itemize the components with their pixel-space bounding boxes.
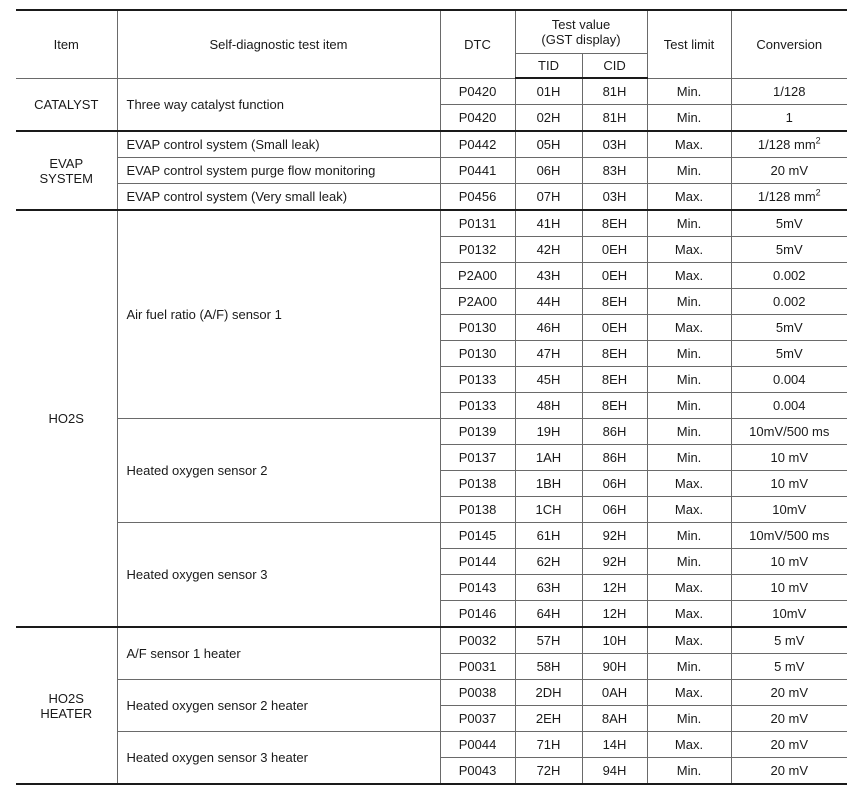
conversion-cell: 10 mV xyxy=(731,575,847,601)
dtc-cell: P0441 xyxy=(440,158,515,184)
header-conversion: Conversion xyxy=(731,10,847,78)
cid-cell: 0EH xyxy=(582,315,647,341)
cid-cell: 81H xyxy=(582,105,647,132)
dtc-cell: P0144 xyxy=(440,549,515,575)
limit-cell: Min. xyxy=(647,393,731,419)
dtc-cell: P0032 xyxy=(440,627,515,654)
dtc-cell: P0133 xyxy=(440,367,515,393)
dtc-cell: P0146 xyxy=(440,601,515,628)
cid-cell: 8AH xyxy=(582,706,647,732)
cid-cell: 83H xyxy=(582,158,647,184)
conversion-cell: 10mV xyxy=(731,497,847,523)
header-test-limit: Test limit xyxy=(647,10,731,78)
tid-cell: 62H xyxy=(515,549,582,575)
cid-cell: 03H xyxy=(582,184,647,211)
limit-cell: Min. xyxy=(647,758,731,785)
limit-cell: Min. xyxy=(647,654,731,680)
cid-cell: 94H xyxy=(582,758,647,785)
cid-cell: 8EH xyxy=(582,289,647,315)
limit-cell: Min. xyxy=(647,105,731,132)
header-cid: CID xyxy=(582,53,647,78)
dtc-cell: P2A00 xyxy=(440,263,515,289)
dtc-cell: P0137 xyxy=(440,445,515,471)
tid-cell: 19H xyxy=(515,419,582,445)
header-test-item: Self-diagnostic test item xyxy=(117,10,440,78)
dtc-cell: P0456 xyxy=(440,184,515,211)
limit-cell: Max. xyxy=(647,627,731,654)
tid-cell: 46H xyxy=(515,315,582,341)
self-diagnostic-table xyxy=(16,9,847,785)
test-item-evap-very-small-leak: EVAP control system (Very small leak) xyxy=(117,184,440,211)
limit-cell: Min. xyxy=(647,289,731,315)
dtc-cell: P0043 xyxy=(440,758,515,785)
dtc-cell: P2A00 xyxy=(440,289,515,315)
dtc-cell: P0044 xyxy=(440,732,515,758)
conversion-cell: 0.004 xyxy=(731,367,847,393)
cid-cell: 8EH xyxy=(582,210,647,237)
cid-cell: 92H xyxy=(582,549,647,575)
tid-cell: 2DH xyxy=(515,680,582,706)
limit-cell: Max. xyxy=(647,497,731,523)
test-item-evap-small-leak: EVAP control system (Small leak) xyxy=(117,131,440,158)
dtc-cell: P0031 xyxy=(440,654,515,680)
conversion-cell xyxy=(731,184,847,211)
tid-cell: 41H xyxy=(515,210,582,237)
tid-cell: 72H xyxy=(515,758,582,785)
dtc-cell: P0138 xyxy=(440,471,515,497)
conversion-cell: 5mV xyxy=(731,315,847,341)
tid-cell: 02H xyxy=(515,105,582,132)
conversion-cell: 10 mV xyxy=(731,445,847,471)
dtc-cell: P0037 xyxy=(440,706,515,732)
tid-cell: 71H xyxy=(515,732,582,758)
conversion-cell: 0.002 xyxy=(731,263,847,289)
conversion-cell: 5 mV xyxy=(731,627,847,654)
limit-cell: Min. xyxy=(647,419,731,445)
cid-cell: 86H xyxy=(582,445,647,471)
dtc-cell: P0132 xyxy=(440,237,515,263)
conversion-cell: 10 mV xyxy=(731,471,847,497)
cid-cell: 0EH xyxy=(582,263,647,289)
limit-cell: Max. xyxy=(647,601,731,628)
conversion-cell: 1 xyxy=(731,105,847,132)
limit-cell: Min. xyxy=(647,706,731,732)
limit-cell: Min. xyxy=(647,549,731,575)
limit-cell: Max. xyxy=(647,732,731,758)
cid-cell: 8EH xyxy=(582,393,647,419)
conversion-cell: 5mV xyxy=(731,341,847,367)
test-item-af-sensor-1: Air fuel ratio (A/F) sensor 1 xyxy=(117,210,440,419)
tid-cell: 47H xyxy=(515,341,582,367)
cid-cell: 14H xyxy=(582,732,647,758)
conversion-text: 1/128 mm xyxy=(757,137,816,152)
cid-cell: 12H xyxy=(582,601,647,628)
test-item-catalyst: Three way catalyst function xyxy=(117,78,440,131)
conversion-cell: 10 mV xyxy=(731,549,847,575)
dtc-cell: P0138 xyxy=(440,497,515,523)
tid-cell: 1CH xyxy=(515,497,582,523)
limit-cell: Min. xyxy=(647,445,731,471)
conversion-cell: 10mV/500 ms xyxy=(731,419,847,445)
group-ho2s: HO2S xyxy=(16,210,117,627)
tid-cell: 07H xyxy=(515,184,582,211)
limit-cell: Max. xyxy=(647,315,731,341)
tid-cell: 01H xyxy=(515,78,582,105)
dtc-cell: P0145 xyxy=(440,523,515,549)
table-row xyxy=(16,680,847,706)
diagnostic-table-container xyxy=(16,9,847,785)
dtc-cell: P0130 xyxy=(440,341,515,367)
limit-cell: Max. xyxy=(647,131,731,158)
test-item-heated-oxygen-sensor-3-heater: Heated oxygen sensor 3 heater xyxy=(117,732,440,785)
header-item: Item xyxy=(16,10,117,78)
test-item-evap-purge-flow: EVAP control system purge flow monitoring xyxy=(117,158,440,184)
tid-cell: 61H xyxy=(515,523,582,549)
dtc-cell: P0420 xyxy=(440,78,515,105)
tid-cell: 1BH xyxy=(515,471,582,497)
dtc-cell: P0139 xyxy=(440,419,515,445)
limit-cell: Min. xyxy=(647,210,731,237)
limit-cell: Min. xyxy=(647,367,731,393)
test-item-heated-oxygen-sensor-3: Heated oxygen sensor 3 xyxy=(117,523,440,628)
header-tid: TID xyxy=(515,53,582,78)
dtc-cell: P0420 xyxy=(440,105,515,132)
dtc-cell: P0143 xyxy=(440,575,515,601)
cid-cell: 12H xyxy=(582,575,647,601)
table-row xyxy=(16,78,847,105)
limit-cell: Max. xyxy=(647,575,731,601)
conversion-cell: 20 mV xyxy=(731,732,847,758)
conversion-cell: 5mV xyxy=(731,210,847,237)
dtc-cell: P0038 xyxy=(440,680,515,706)
tid-cell: 48H xyxy=(515,393,582,419)
limit-cell: Max. xyxy=(647,184,731,211)
group-catalyst: CATALYST xyxy=(16,78,117,131)
limit-cell: Min. xyxy=(647,341,731,367)
limit-cell: Min. xyxy=(647,78,731,105)
conversion-cell: 0.004 xyxy=(731,393,847,419)
cid-cell: 81H xyxy=(582,78,647,105)
tid-cell: 05H xyxy=(515,131,582,158)
cid-cell: 06H xyxy=(582,497,647,523)
tid-cell: 57H xyxy=(515,627,582,654)
tid-cell: 44H xyxy=(515,289,582,315)
limit-cell: Min. xyxy=(647,158,731,184)
cid-cell: 0AH xyxy=(582,680,647,706)
conversion-cell: 20 mV xyxy=(731,680,847,706)
limit-cell: Max. xyxy=(647,237,731,263)
table-row xyxy=(16,158,847,184)
header-dtc: DTC xyxy=(440,10,515,78)
table-row xyxy=(16,627,847,654)
cid-cell: 86H xyxy=(582,419,647,445)
conversion-cell: 10mV/500 ms xyxy=(731,523,847,549)
table-row xyxy=(16,131,847,158)
tid-cell: 1AH xyxy=(515,445,582,471)
tid-cell: 43H xyxy=(515,263,582,289)
limit-cell: Max. xyxy=(647,471,731,497)
table-row xyxy=(16,419,847,445)
cid-cell: 0EH xyxy=(582,237,647,263)
conversion-cell: 5mV xyxy=(731,237,847,263)
cid-cell: 8EH xyxy=(582,367,647,393)
group-evap-system: EVAP SYSTEM xyxy=(16,131,117,210)
table-row xyxy=(16,184,847,211)
cid-cell: 90H xyxy=(582,654,647,680)
table-row xyxy=(16,523,847,549)
dtc-cell: P0130 xyxy=(440,315,515,341)
tid-cell: 06H xyxy=(515,158,582,184)
cid-cell: 8EH xyxy=(582,341,647,367)
conversion-text: 1/128 mm xyxy=(757,189,816,204)
conversion-superscript: 2 xyxy=(815,187,821,198)
conversion-cell xyxy=(731,131,847,158)
cid-cell: 92H xyxy=(582,523,647,549)
tid-cell: 2EH xyxy=(515,706,582,732)
cid-cell: 06H xyxy=(582,471,647,497)
cid-cell: 10H xyxy=(582,627,647,654)
dtc-cell: P0131 xyxy=(440,210,515,237)
conversion-superscript: 2 xyxy=(815,135,821,146)
group-ho2s-heater: HO2S HEATER xyxy=(16,627,117,784)
test-item-heated-oxygen-sensor-2-heater: Heated oxygen sensor 2 heater xyxy=(117,680,440,732)
limit-cell: Min. xyxy=(647,523,731,549)
table-row xyxy=(16,210,847,237)
tid-cell: 58H xyxy=(515,654,582,680)
conversion-cell: 5 mV xyxy=(731,654,847,680)
test-item-af-sensor-1-heater: A/F sensor 1 heater xyxy=(117,627,440,680)
tid-cell: 45H xyxy=(515,367,582,393)
test-item-heated-oxygen-sensor-2: Heated oxygen sensor 2 xyxy=(117,419,440,523)
conversion-cell: 20 mV xyxy=(731,706,847,732)
conversion-cell: 1/128 xyxy=(731,78,847,105)
conversion-cell: 10mV xyxy=(731,601,847,628)
conversion-cell: 0.002 xyxy=(731,289,847,315)
dtc-cell: P0133 xyxy=(440,393,515,419)
dtc-cell: P0442 xyxy=(440,131,515,158)
cid-cell: 03H xyxy=(582,131,647,158)
limit-cell: Max. xyxy=(647,680,731,706)
header-test-value: Test value (GST display) xyxy=(515,10,647,53)
tid-cell: 42H xyxy=(515,237,582,263)
table-row xyxy=(16,732,847,758)
tid-cell: 63H xyxy=(515,575,582,601)
tid-cell: 64H xyxy=(515,601,582,628)
conversion-cell: 20 mV xyxy=(731,158,847,184)
limit-cell: Max. xyxy=(647,263,731,289)
conversion-cell: 20 mV xyxy=(731,758,847,785)
